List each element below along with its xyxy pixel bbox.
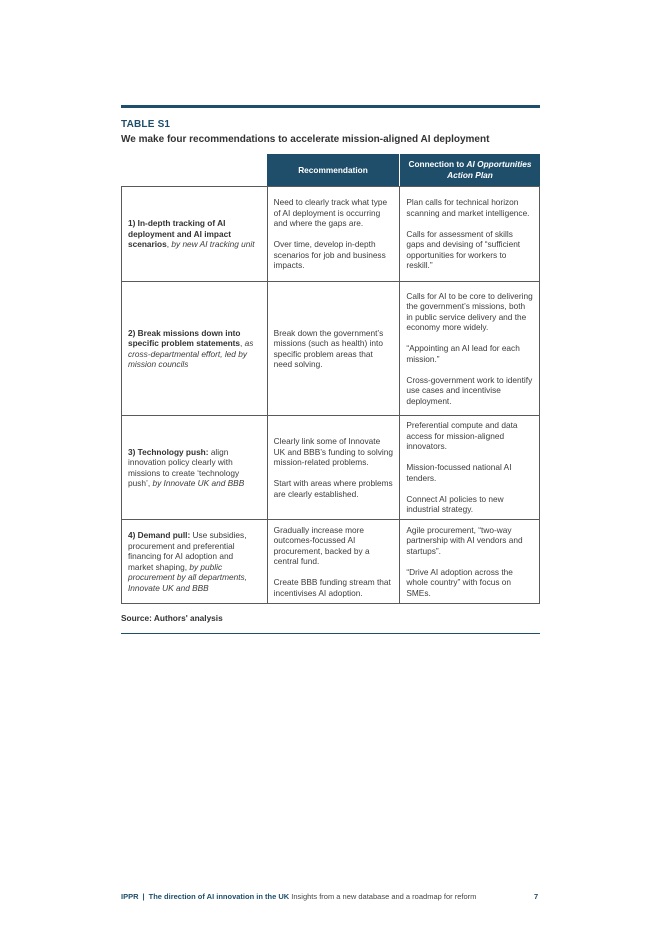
recommendation-cell	[268, 187, 401, 281]
table-header-row	[121, 154, 540, 186]
connection-text: Mission-focussed national AI tenders.	[406, 462, 512, 483]
connection-cell	[400, 416, 540, 519]
footer-title: The direction of AI innovation in the UK	[148, 892, 290, 901]
connection-text: Calls for assessment of skills gaps and devising of “sufficient opportunities for workers to reskill.”	[406, 228, 521, 271]
page-number: 7	[534, 892, 539, 901]
recommendation-text: Create BBB funding stream that incentivises AI adoption.	[273, 577, 391, 598]
header-blank-cell	[121, 154, 267, 186]
recommendation-text: Gradually increase more outcomes-focussed AI procurement, backed by a central fund.	[273, 524, 370, 567]
recommendation-text: Over time, develop in-depth scenarios for job and business impacts.	[273, 239, 386, 271]
table-title: We make four recommendations to accelerate mission-aligned AI deployment	[121, 134, 490, 145]
row-title-italic: by Innovate UK and BBB	[152, 478, 245, 488]
recommendation-cell	[268, 282, 401, 415]
table-row	[122, 416, 540, 520]
connection-cell	[400, 187, 540, 281]
table-row	[122, 520, 540, 604]
connection-text: “Drive AI adoption across the whole country” with focus on SMEs.	[406, 566, 513, 598]
row-title-rest: Use subsidies, procurement and preferential financing for AI adoption and market shaping,	[128, 530, 247, 572]
connection-text: Connect AI policies to new industrial strategy.	[406, 493, 504, 515]
row-title-italic: by new AI tracking unit	[171, 239, 255, 250]
row-title-italic: by public procurement by all departments, Innovate UK and BBB	[128, 561, 247, 593]
row-title-rest: ,	[240, 338, 245, 348]
recommendation-text: Break down the government’s missions (such as health) into specific problem areas that need solving.	[273, 327, 384, 369]
table-row	[122, 187, 540, 282]
connection-text: Calls for AI to be core to delivering the government’s missions, both in public service delivery and the economy more widely.	[406, 290, 533, 333]
row-title-cell	[122, 520, 268, 603]
connection-cell	[400, 520, 540, 603]
connection-text: Preferential compute and data access for mission-aligned innovators.	[406, 420, 518, 452]
connection-text: Cross-government work to identify use cases and incentivise deployment.	[406, 374, 533, 406]
footer-org: IPPR	[121, 892, 139, 901]
header-recommendation: Recommendation	[267, 154, 400, 186]
row-title-rest: align innovation policy clearly with missions to create ‘technology push’,	[128, 446, 240, 488]
source-note: Source: Authors' analysis	[121, 613, 223, 623]
recommendations-table	[121, 154, 540, 604]
footer-subtitle: Insights from a new database and a roadmap for reform	[289, 892, 477, 901]
table-body	[121, 186, 540, 604]
top-rule	[121, 105, 540, 108]
bottom-rule	[121, 633, 540, 634]
page-footer	[121, 892, 476, 901]
connection-text: Plan calls for technical horizon scanning and market intelligence.	[406, 197, 530, 218]
recommendation-cell	[268, 416, 401, 519]
connection-text: “Appointing an AI lead for each mission.”	[406, 343, 520, 364]
recommendation-text: Start with areas where problems are clearly established.	[273, 478, 393, 499]
row-title-italic: as cross-departmental effort, led by mission councils	[128, 338, 254, 369]
row-title-rest: ,	[166, 239, 172, 250]
table-row	[122, 282, 540, 416]
connection-cell	[400, 282, 540, 415]
row-title-cell	[122, 282, 268, 415]
recommendation-cell	[268, 520, 401, 603]
connection-text: Agile procurement, “two-way partnership with AI vendors and startups”.	[406, 524, 523, 556]
row-title-bold: 3) Technology push:	[128, 446, 209, 457]
recommendation-text: Clearly link some of Innovate UK and BBB’s funding to solving mission-related problems.	[273, 436, 393, 467]
header-connection-prefix: Connection to	[408, 159, 467, 170]
header-connection	[400, 154, 540, 186]
row-title-bold: 2) Break missions down into specific problem statements	[128, 327, 241, 348]
recommendation-text: Need to clearly track what type of AI deployment is occurring and where the gaps are.	[273, 197, 388, 229]
row-title-cell	[122, 416, 268, 519]
row-title-bold: 4) Demand pull:	[128, 530, 191, 540]
row-title-cell	[122, 187, 268, 281]
table-label: TABLE S1	[121, 119, 171, 130]
header-connection-italic: AI Opportunities Action Plan	[447, 159, 532, 180]
footer-separator: |	[142, 892, 145, 901]
row-title-bold: 1) In-depth tracking of AI deployment and AI impact scenarios	[128, 218, 231, 250]
